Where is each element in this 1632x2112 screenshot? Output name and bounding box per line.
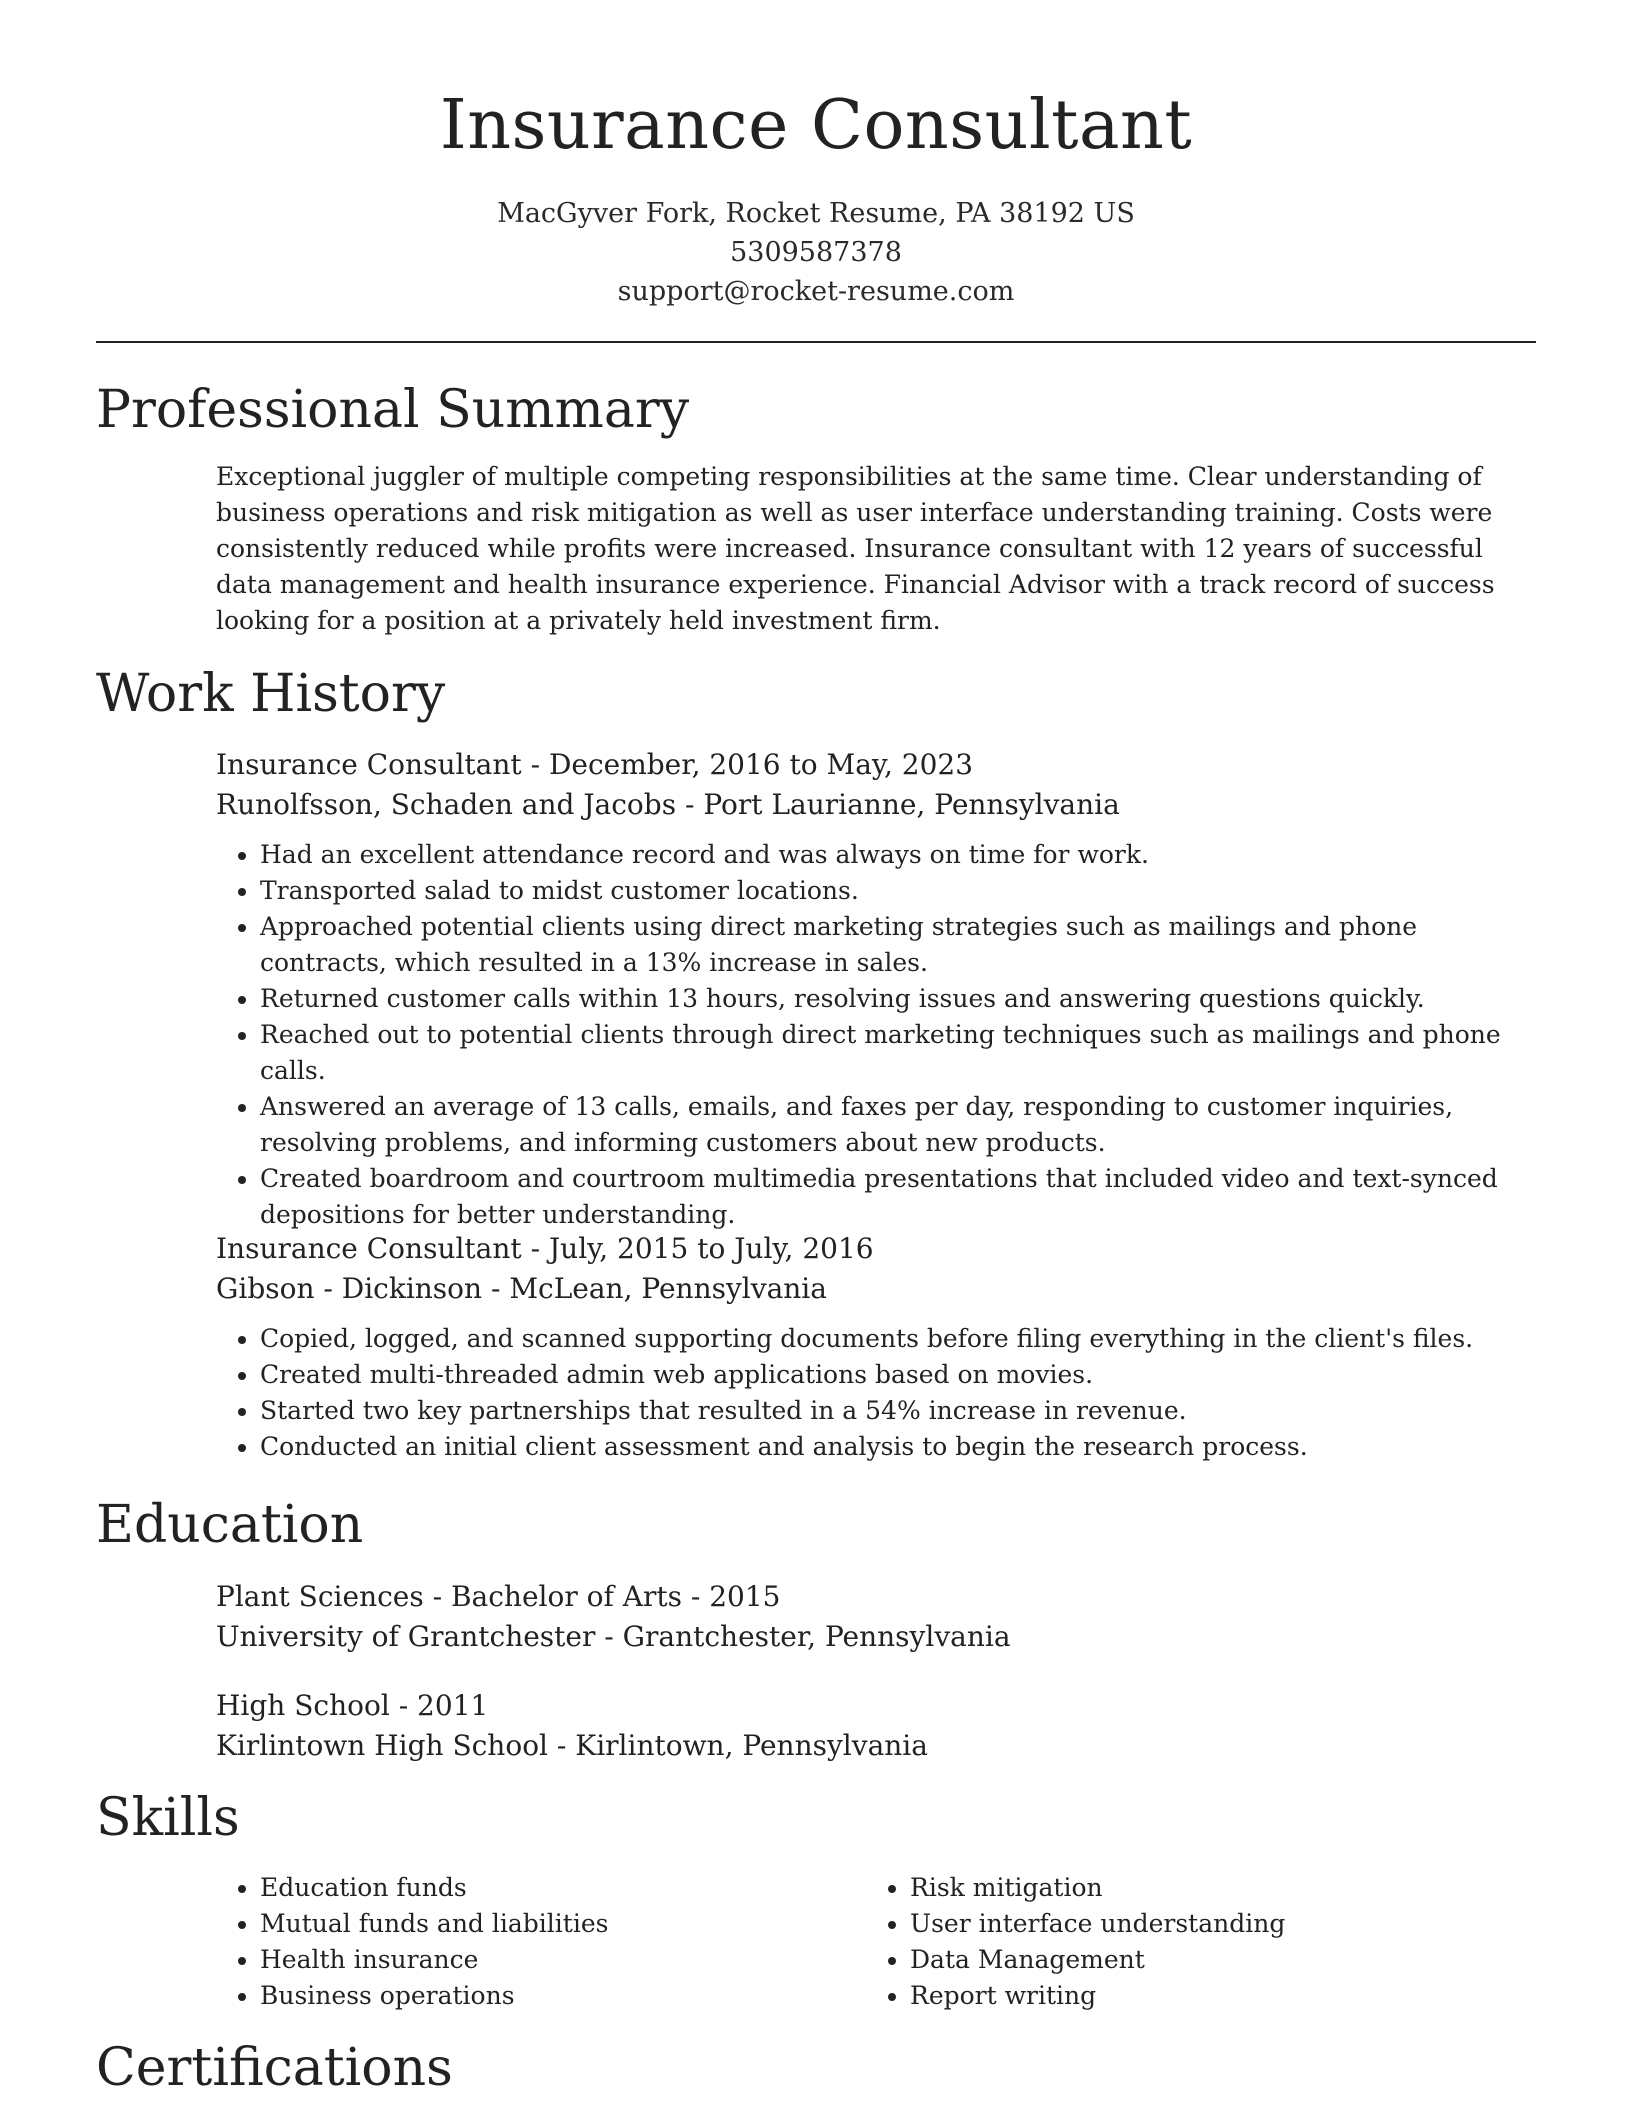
education-degree-line: High School - 2011 bbox=[216, 1689, 489, 1722]
resume-header bbox=[0, 0, 1632, 311]
summary-text: Exceptional juggler of multiple competing responsibilities at the same time. Clear understanding of business operations and risk mitigation as well as user interface understanding training. Costs were consistently reduced while profits were increased. Insurance consultant with 12 years of successful data management and health insurance experience. Financial Advisor with a track record of success looking for a position at a privately held investment firm. bbox=[216, 462, 1495, 635]
skill-item: • Health insurance bbox=[260, 1942, 866, 1978]
list-item: • Reached out to potential clients through direct marketing techniques such as mailings and phone calls. bbox=[260, 1017, 1516, 1089]
skills-bullets bbox=[866, 1870, 1516, 2014]
job-dates: December, 2016 to May, 2023 bbox=[548, 748, 974, 781]
section-title-work: Work History bbox=[96, 664, 446, 724]
job-entry bbox=[216, 1229, 1516, 1465]
contact-phone: 5309587378 bbox=[730, 237, 902, 268]
contact-block bbox=[0, 194, 1632, 311]
separator: - bbox=[676, 788, 704, 821]
list-item: • Transported salad to midst customer locations. bbox=[260, 873, 1516, 909]
skills-list bbox=[216, 1870, 1516, 2014]
job-dates: July, 2015 to July, 2016 bbox=[548, 1232, 874, 1265]
skill-item: • Report writing bbox=[910, 1978, 1516, 2014]
section-title-summary: Professional Summary bbox=[96, 380, 690, 440]
education-school: Kirlintown High School bbox=[216, 1729, 549, 1762]
job-entry bbox=[216, 745, 1516, 1233]
skills-columns bbox=[216, 1870, 1516, 2014]
job-place-line bbox=[216, 785, 1516, 825]
separator: - bbox=[548, 1729, 576, 1762]
section-title-certifications: Certifications bbox=[96, 2038, 453, 2098]
skills-column-left bbox=[216, 1870, 866, 2014]
job-company: Runolfsson, Schaden and Jacobs bbox=[216, 788, 677, 821]
list-item: • Approached potential clients using direct marketing strategies such as mailings and phone contracts, which resulted in a 13% increase in sales. bbox=[260, 909, 1516, 981]
education-entry bbox=[216, 1577, 1516, 1657]
contact-address: MacGyver Fork, Rocket Resume, PA 38192 US bbox=[497, 198, 1135, 229]
job-title: Insurance Consultant bbox=[216, 748, 522, 781]
section-title-skills: Skills bbox=[96, 1788, 240, 1848]
job-location: Port Laurianne, Pennsylvania bbox=[703, 788, 1120, 821]
skill-item: • Education funds bbox=[260, 1870, 866, 1906]
skills-column-right bbox=[866, 1870, 1516, 2014]
job-place-line bbox=[216, 1269, 1516, 1309]
skill-item: • Risk mitigation bbox=[910, 1870, 1516, 1906]
list-item: • Returned customer calls within 13 hours, resolving issues and answering questions quickly. bbox=[260, 981, 1516, 1017]
education-school-line bbox=[216, 1726, 1516, 1766]
education-location: Grantchester, Pennsylvania bbox=[622, 1620, 1011, 1653]
list-item: • Conducted an initial client assessment and analysis to begin the research process. bbox=[260, 1429, 1516, 1465]
separator: - bbox=[521, 748, 549, 781]
job-title-line bbox=[216, 1229, 1516, 1269]
list-item: • Answered an average of 13 calls, emails, and faxes per day, responding to customer inquiries, resolving problems, and informing customers about new products. bbox=[260, 1089, 1516, 1161]
education-degree-line: Plant Sciences - Bachelor of Arts - 2015 bbox=[216, 1580, 781, 1613]
separator: - bbox=[482, 1272, 510, 1305]
list-item: • Started two key partnerships that resulted in a 54% increase in revenue. bbox=[260, 1393, 1516, 1429]
skill-item: • Business operations bbox=[260, 1978, 866, 2014]
job-location: McLean, Pennsylvania bbox=[509, 1272, 827, 1305]
skill-item: • Mutual funds and liabilities bbox=[260, 1906, 866, 1942]
separator: - bbox=[595, 1620, 623, 1653]
education-entry bbox=[216, 1686, 1516, 1766]
list-item: • Created multi-threaded admin web applications based on movies. bbox=[260, 1357, 1516, 1393]
separator: - bbox=[521, 1232, 549, 1265]
job-title-line bbox=[216, 745, 1516, 785]
list-item: • Had an excellent attendance record and was always on time for work. bbox=[260, 837, 1516, 873]
job-company: Gibson - Dickinson bbox=[216, 1272, 483, 1305]
education-school-line bbox=[216, 1617, 1516, 1657]
header-divider bbox=[96, 341, 1536, 343]
education-school: University of Grantchester bbox=[216, 1620, 596, 1653]
list-item: • Copied, logged, and scanned supporting documents before filing everything in the client's files. bbox=[260, 1321, 1516, 1357]
education-location: Kirlintown, Pennsylvania bbox=[575, 1729, 928, 1762]
job-bullets bbox=[216, 837, 1516, 1233]
skill-item: • Data Management bbox=[910, 1942, 1516, 1978]
section-title-education: Education bbox=[96, 1495, 364, 1555]
list-item: • Created boardroom and courtroom multimedia presentations that included video and text-synced depositions for better understanding. bbox=[260, 1161, 1516, 1233]
skills-bullets bbox=[216, 1870, 866, 2014]
contact-email: support@rocket-resume.com bbox=[617, 276, 1015, 307]
resume-name: Insurance Consultant bbox=[439, 86, 1193, 165]
job-bullets bbox=[216, 1321, 1516, 1465]
skill-item: • User interface understanding bbox=[910, 1906, 1516, 1942]
job-title: Insurance Consultant bbox=[216, 1232, 522, 1265]
